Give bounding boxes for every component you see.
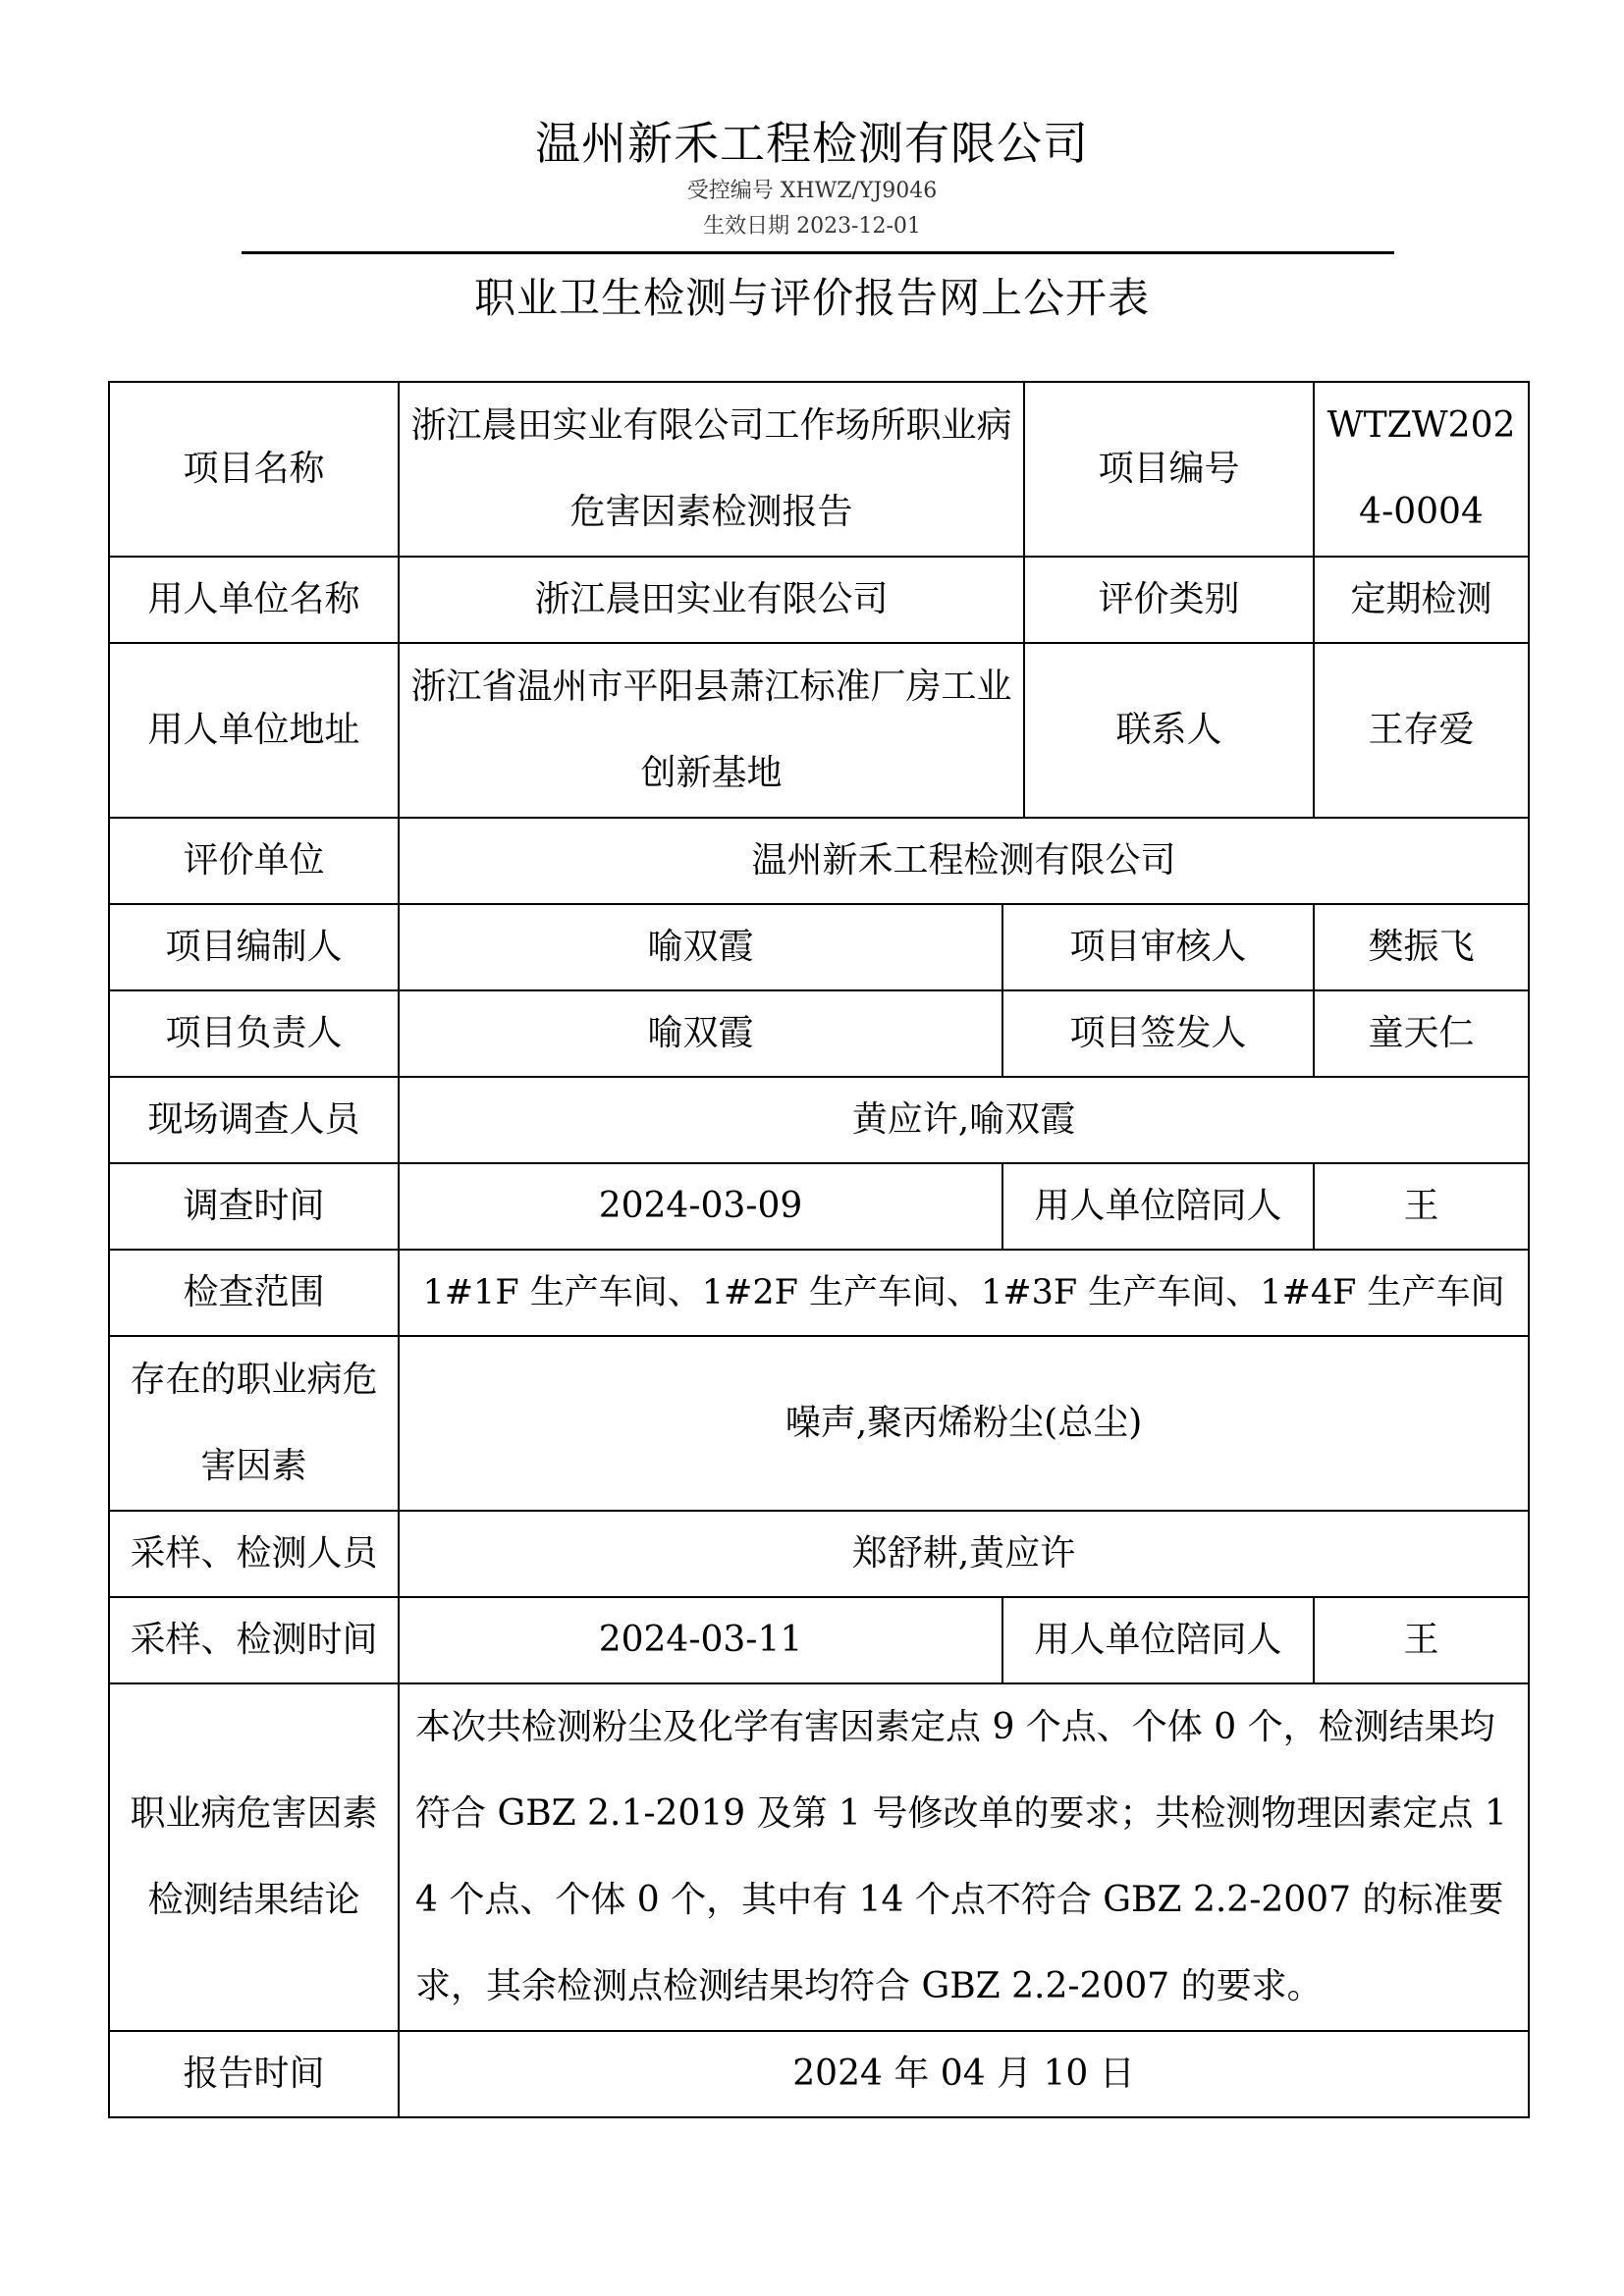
disclosure-table (108, 381, 1530, 2118)
label-eval-type: 评价类别 (1024, 557, 1314, 643)
row-leader (109, 990, 1529, 1077)
row-employer (109, 557, 1529, 643)
row-conclusion (109, 1683, 1529, 2031)
label-scope: 检查范围 (109, 1250, 399, 1336)
value-report-time: 2024 年 04 月 10 日 (399, 2031, 1529, 2117)
value-survey-time: 2024-03-09 (399, 1163, 1002, 1250)
label-conclusion: 职业病危害因素检测结果结论 (109, 1683, 399, 2031)
document-title: 职业卫生检测与评价报告网上公开表 (473, 274, 1150, 322)
label-survey-time: 调查时间 (109, 1163, 399, 1250)
label-project-name: 项目名称 (109, 382, 399, 557)
value-eval-unit: 温州新禾工程检测有限公司 (399, 818, 1529, 904)
row-sample-time (109, 1597, 1529, 1683)
value-employer: 浙江晨田实业有限公司 (399, 557, 1024, 643)
label-surveyors: 现场调查人员 (109, 1077, 399, 1163)
value-hazards: 噪声,聚丙烯粉尘(总尘) (399, 1336, 1529, 1511)
value-scope: 1#1F 生产车间、1#2F 生产车间、1#3F 生产车间、1#4F 生产车间 (399, 1250, 1529, 1336)
label-reviewer: 项目审核人 (1002, 904, 1314, 990)
value-samplers: 郑舒耕,黄应许 (399, 1511, 1529, 1597)
effective-date: 生效日期 2023-12-01 (703, 214, 921, 239)
row-surveyors (109, 1077, 1529, 1163)
row-compiler (109, 904, 1529, 990)
label-issuer: 项目签发人 (1002, 990, 1314, 1077)
label-employer: 用人单位名称 (109, 557, 399, 643)
label-report-time: 报告时间 (109, 2031, 399, 2117)
row-address (109, 643, 1529, 818)
row-report-time (109, 2031, 1529, 2117)
value-reviewer: 樊振飞 (1314, 904, 1529, 990)
value-conclusion: 本次共检测粉尘及化学有害因素定点 9 个点、个体 0 个，检测结果均符合 GBZ 2.1-2019 及第 1 号修改单的要求；共检测物理因素定点 14 个点、个体 0 个，其中有 14 个点不符合 GBZ 2.2-2007 的标准要求，其余检测点检测结果均符合 GBZ 2.2-2007 的要求。 (399, 1683, 1529, 2031)
label-samplers: 采样、检测人员 (109, 1511, 399, 1597)
row-eval-unit (109, 818, 1529, 904)
value-escort-2: 王 (1314, 1597, 1529, 1683)
value-project-name: 浙江晨田实业有限公司工作场所职业病危害因素检测报告 (399, 382, 1024, 557)
row-samplers (109, 1511, 1529, 1597)
company-name: 温州新禾工程检测有限公司 (535, 117, 1089, 170)
label-eval-unit: 评价单位 (109, 818, 399, 904)
value-project-no: WTZW2024-0004 (1314, 382, 1529, 557)
value-surveyors: 黄应许,喻双霞 (399, 1077, 1529, 1163)
label-contact: 联系人 (1024, 643, 1314, 818)
header-divider (242, 251, 1394, 254)
value-compiler: 喻双霞 (399, 904, 1002, 990)
label-leader: 项目负责人 (109, 990, 399, 1077)
row-survey-time (109, 1163, 1529, 1250)
label-sample-time: 采样、检测时间 (109, 1597, 399, 1683)
label-address: 用人单位地址 (109, 643, 399, 818)
label-escort-1: 用人单位陪同人 (1002, 1163, 1314, 1250)
row-scope (109, 1250, 1529, 1336)
label-project-no: 项目编号 (1024, 382, 1314, 557)
value-leader: 喻双霞 (399, 990, 1002, 1077)
label-hazards: 存在的职业病危害因素 (109, 1336, 399, 1511)
value-eval-type: 定期检测 (1314, 557, 1529, 643)
row-hazards (109, 1336, 1529, 1511)
label-compiler: 项目编制人 (109, 904, 399, 990)
value-escort-1: 王 (1314, 1163, 1529, 1250)
row-project-name (109, 382, 1529, 557)
label-escort-2: 用人单位陪同人 (1002, 1597, 1314, 1683)
value-sample-time: 2024-03-11 (399, 1597, 1002, 1683)
value-address: 浙江省温州市平阳县萧江标准厂房工业创新基地 (399, 643, 1024, 818)
value-issuer: 童天仁 (1314, 990, 1529, 1077)
control-number: 受控编号 XHWZ/YJ9046 (686, 179, 938, 203)
value-contact: 王存爱 (1314, 643, 1529, 818)
